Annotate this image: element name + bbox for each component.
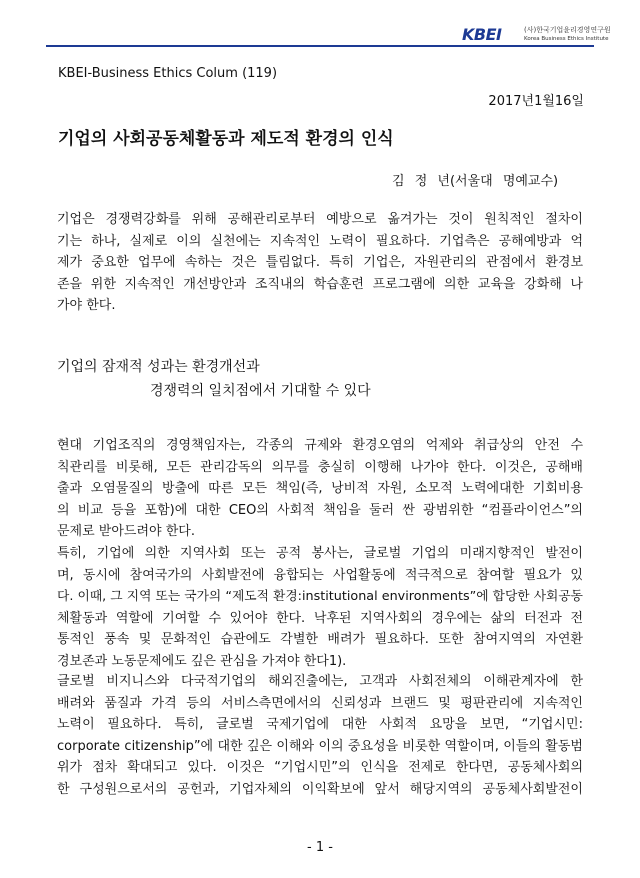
text-line: 경보존과 노동문제에도 깊은 관심을 가져야 한다1). [57, 653, 347, 669]
text-line: 배려와 품질과 가격 등의 서비스측면에서의 신뢰성과 브랜드 및 평판관리에 지속적인 [57, 695, 583, 711]
text-line: 제가 중요한 업무에 속하는 것은 틀림없다. 특히 기업은, 자원관리의 관점에서 환경보 [57, 255, 583, 270]
text-line: corporate citizenship”에 대한 깊은 이해와 이의 중요성을 비롯한 역할이며, 이들의 활동범 [57, 738, 583, 754]
text-line: 한 구성원으로서의 공헌과, 기업자체의 이익확보에 앞서 해당지역의 공동체사회발전이 [57, 781, 583, 797]
text-line: 출과 오염물질의 방출에 따른 모든 책임(즉, 낭비적 자원, 소모적 노력에대한 기회비용 [57, 481, 583, 496]
text-line: 며, 동시에 참여국가의 사회발전에 융합되는 사업활동에 적극적으로 참여할 필요가 있 [57, 567, 583, 583]
org-name-korean: (사)한국기업윤리경영연구원 [524, 26, 611, 34]
text-line: 존을 위한 지속적인 개선방안과 조직내의 학습훈련 프로그램에 의한 교육을 강화해 나 [57, 276, 583, 292]
text-line: 칙관리를 비롯해, 모든 관리감독의 의무를 충실히 이행해 나가야 한다. 이것은, 공해배 [57, 459, 583, 475]
author-line: 김 정 년(서울대 명예교수) [392, 174, 559, 189]
header-divider [46, 45, 594, 47]
text-line: 기는 하나, 실제로 이의 실천에는 지속적인 노력이 필요하다. 기업측은 공해예방과 억 [57, 233, 583, 249]
text-line: 문제로 받아드려야 한다. [57, 524, 195, 539]
text-line: 위가 점차 확대되고 있다. 이것은 “기업시민”의 인식을 전제로 한다면, 공동체사회의 [57, 760, 583, 775]
column-label: KBEI-Business Ethics Colum (119) [58, 66, 278, 81]
paragraph-ceo-responsibility [57, 435, 583, 543]
publication-date: 2017년1월16일 [488, 94, 584, 109]
paragraph-corporate-citizenship [57, 671, 583, 800]
text-line: 현대 기업조직의 경영책임자는, 각종의 규제와 환경오염의 억제와 취급상의 안전 수 [57, 438, 583, 453]
kbei-logo [462, 25, 611, 45]
text-line: 특히, 기업에 의한 지역사회 또는 공적 봉사는, 글로벌 기업의 미래지향적인 발전이 [57, 546, 583, 561]
text-line: 의 비교 등을 포함)에 대한 CEO의 사회적 책임을 둘러 싼 광범위한 “컴플라이언스”의 [57, 502, 583, 518]
paragraph-intro [57, 209, 583, 317]
subheading-line-1: 기업의 잠재적 성과는 환경개선과 [57, 359, 260, 375]
text-line: 노력이 필요하다. 특히, 글로벌 국제기업에 대한 사회적 요망을 보면, “기업시민: [57, 717, 583, 732]
page-number: - 1 - [307, 840, 333, 855]
text-line: 기업은 경쟁력강화를 위해 공해관리로부터 예방으로 옮겨가는 것이 원칙적인 절차이 [57, 212, 583, 227]
text-line: 가야 한다. [57, 298, 116, 313]
org-name-english: Korea Business Ethics Institute [524, 36, 609, 42]
text-line: 체활동과 역할에 기여할 수 있어야 한다. 낙후된 지역사회의 경우에는 삶의 터전과 전 [57, 610, 583, 626]
subheading-line-2: 경쟁력의 일치점에서 기대할 수 있다 [150, 383, 371, 399]
logo-mark: KBEI [462, 25, 502, 44]
text-line: 통적인 풍속 및 문화적인 습관에도 각별한 배려가 필요하다. 또한 참여지역의 자연환 [57, 632, 583, 647]
page-title: 기업의 사회공동체활동과 제도적 환경의 인식 [58, 129, 394, 149]
paragraph-community-service [57, 543, 583, 672]
text-line: 글로벌 비지니스와 다국적기업의 해외진출에는, 고객과 사회전체의 이해관계자에 한 [57, 674, 583, 689]
text-line: 다. 이때, 그 지역 또는 국가의 “제도적 환경:institutional environments”에 합당한 사회공동 [57, 589, 583, 604]
